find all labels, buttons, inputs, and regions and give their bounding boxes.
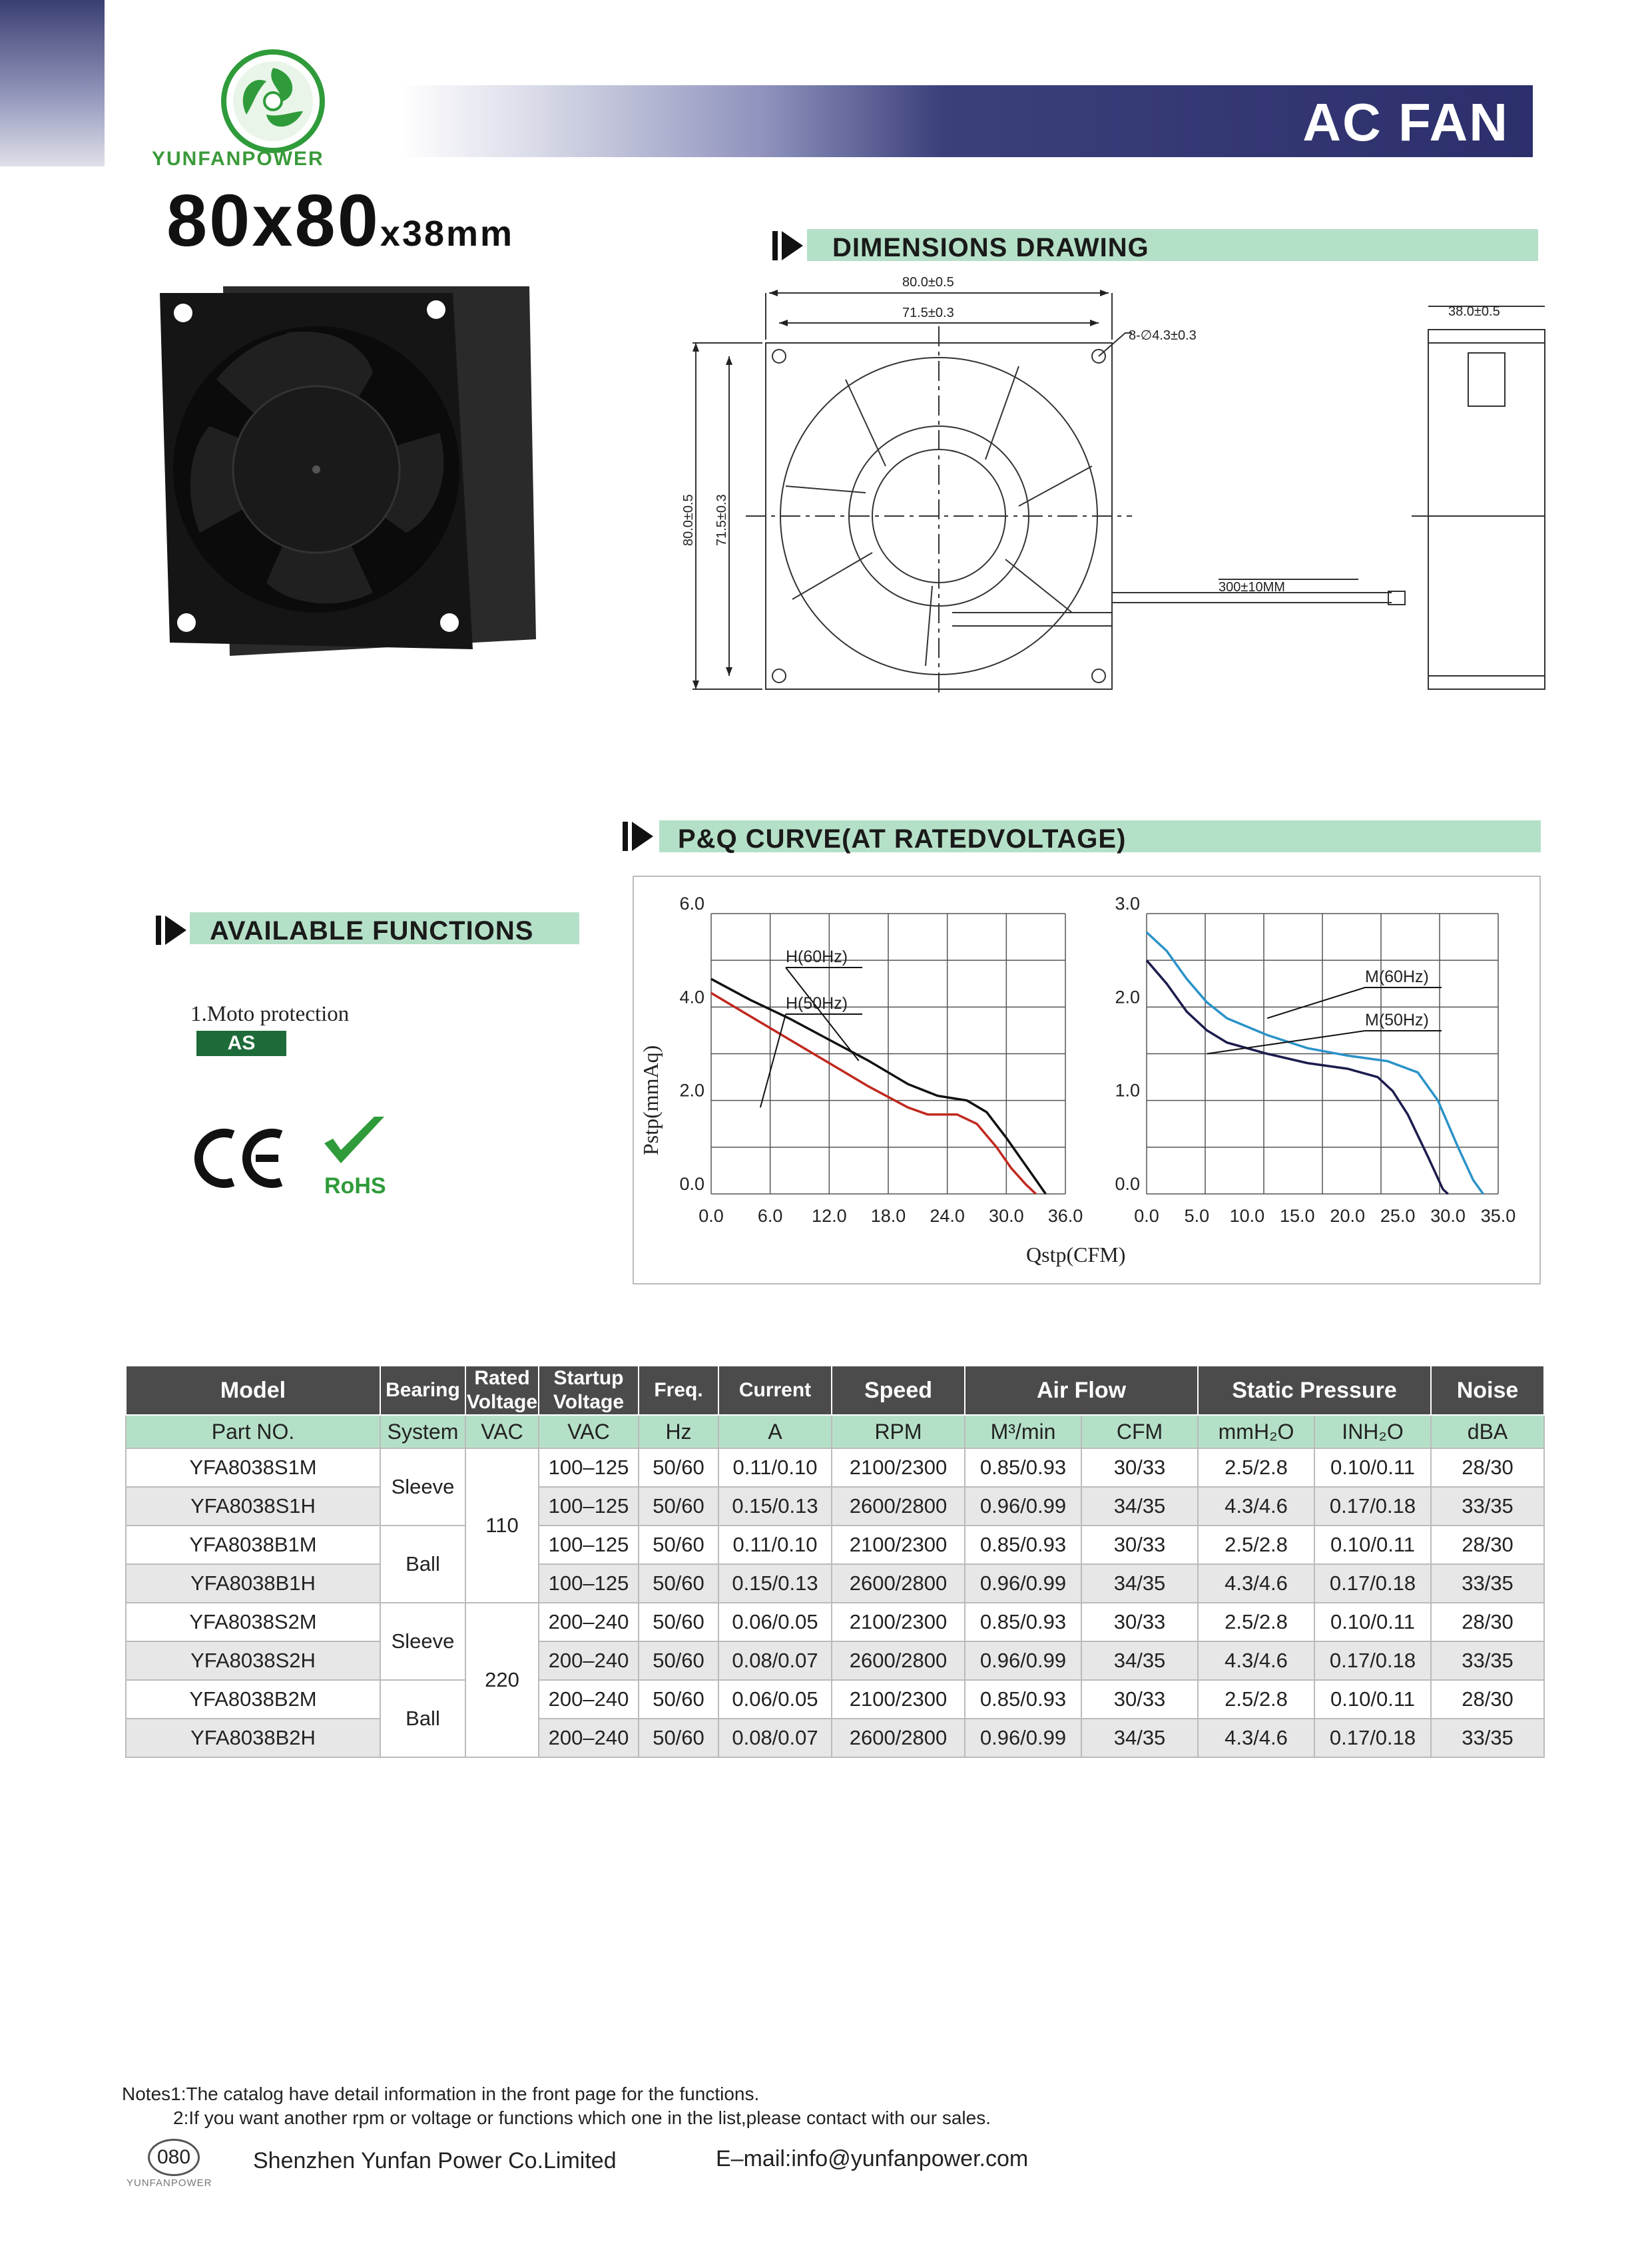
cell-cfm: 30/33	[1081, 1448, 1198, 1487]
cell-startup: 100–125	[539, 1564, 639, 1603]
y-tick-label: 3.0	[1115, 894, 1140, 914]
cell-model: YFA8038S1H	[126, 1487, 380, 1526]
y-tick-label: 6.0	[679, 894, 704, 914]
x-tick-label: 35.0	[1480, 1206, 1516, 1226]
unit-vac-rated: VAC	[465, 1415, 539, 1448]
cell-mmh2o: 2.5/2.8	[1198, 1680, 1314, 1719]
rohs-check-icon	[321, 1113, 388, 1167]
cell-bearing: Sleeve	[380, 1603, 465, 1680]
cell-model: YFA8038B1H	[126, 1564, 380, 1603]
cell-mmh2o: 4.3/4.6	[1198, 1487, 1314, 1526]
cell-model: YFA8038S2H	[126, 1641, 380, 1680]
pq-curve-chart	[633, 876, 1541, 1284]
size-depth: x38mm	[380, 214, 515, 254]
cell-noise: 33/35	[1431, 1487, 1544, 1526]
cell-speed: 2600/2800	[832, 1487, 965, 1526]
cell-cfm: 34/35	[1081, 1487, 1198, 1526]
x-tick-label: 6.0	[757, 1206, 783, 1226]
x-tick-label: 25.0	[1380, 1206, 1416, 1226]
x-tick-label: 0.0	[1134, 1206, 1159, 1226]
table-row	[126, 1526, 1544, 1564]
cell-mmh2o: 4.3/4.6	[1198, 1641, 1314, 1680]
series-label: M(50Hz)	[1365, 1011, 1429, 1029]
th-rated-line1: Rated	[474, 1367, 530, 1389]
cell-inh2o: 0.17/0.18	[1314, 1487, 1431, 1526]
cell-freq: 50/60	[639, 1603, 718, 1641]
y-tick-label: 2.0	[1115, 987, 1140, 1007]
x-tick-label: 10.0	[1229, 1206, 1265, 1226]
table-units-row	[126, 1415, 1544, 1448]
ce-mark-icon	[194, 1127, 288, 1190]
cell-m3min: 0.85/0.93	[965, 1680, 1081, 1719]
cell-mmh2o: 4.3/4.6	[1198, 1719, 1314, 1757]
cell-freq: 50/60	[639, 1719, 718, 1757]
cell-cfm: 34/35	[1081, 1564, 1198, 1603]
cell-model: YFA8038B2M	[126, 1680, 380, 1719]
series-label: M(60Hz)	[1365, 968, 1429, 986]
rohs-label: RoHS	[324, 1173, 386, 1199]
note-line-2: 2:If you want another rpm or voltage or functions which one in the list,please contact with our sales.	[173, 2107, 991, 2128]
cell-noise: 33/35	[1431, 1719, 1544, 1757]
x-tick-label: 30.0	[989, 1206, 1024, 1226]
notes	[122, 2082, 991, 2130]
cell-current: 0.08/0.07	[718, 1719, 832, 1757]
cell-rated-voltage: 110	[465, 1448, 539, 1603]
y-tick-label: 0.0	[679, 1174, 704, 1194]
dim-depth: 38.0±0.5	[1448, 304, 1500, 319]
dim-height-hole: 71.5±0.3	[714, 494, 729, 546]
pq-section-header	[659, 820, 1541, 852]
section-marker-icon	[623, 822, 653, 851]
dimensions-drawing	[673, 266, 1551, 706]
cell-inh2o: 0.17/0.18	[1314, 1641, 1431, 1680]
unit-hz: Hz	[639, 1415, 718, 1448]
cell-speed: 2600/2800	[832, 1641, 965, 1680]
th-freq: Freq.	[639, 1366, 718, 1415]
x-tick-label: 5.0	[1184, 1206, 1210, 1226]
x-tick-label: 15.0	[1280, 1206, 1315, 1226]
cell-freq: 50/60	[639, 1526, 718, 1564]
spec-table	[125, 1365, 1545, 1758]
cell-freq: 50/60	[639, 1680, 718, 1719]
table-row	[126, 1564, 1544, 1603]
x-tick-label: 18.0	[870, 1206, 906, 1226]
cell-startup: 100–125	[539, 1526, 639, 1564]
th-airflow: Air Flow	[965, 1366, 1198, 1415]
th-startup-voltage	[539, 1366, 639, 1415]
y-tick-label: 2.0	[679, 1080, 704, 1101]
cell-inh2o: 0.10/0.11	[1314, 1526, 1431, 1564]
cell-speed: 2100/2300	[832, 1680, 965, 1719]
cell-noise: 28/30	[1431, 1603, 1544, 1641]
cell-current: 0.06/0.05	[718, 1603, 832, 1641]
th-startup-line1: Startup	[553, 1367, 624, 1389]
cell-inh2o: 0.10/0.11	[1314, 1603, 1431, 1641]
y-tick-label: 1.0	[1115, 1080, 1140, 1101]
functions-section-title: AVAILABLE FUNCTIONS	[210, 916, 534, 946]
dim-width-hole: 71.5±0.3	[902, 306, 954, 320]
th-rated-line2: Voltage	[466, 1391, 538, 1413]
unit-inh2o: INH₂O	[1314, 1415, 1431, 1448]
cell-rated-voltage: 220	[465, 1603, 539, 1757]
cell-m3min: 0.96/0.99	[965, 1487, 1081, 1526]
cell-freq: 50/60	[639, 1487, 718, 1526]
cell-model: YFA8038B1M	[126, 1526, 380, 1564]
page-brand: YUNFANPOWER	[127, 2177, 212, 2189]
unit-dba: dBA	[1431, 1415, 1544, 1448]
unit-rpm: RPM	[832, 1415, 965, 1448]
functions-section-header	[190, 912, 579, 944]
unit-mmh2o: mmH₂O	[1198, 1415, 1314, 1448]
section-marker-icon	[156, 916, 186, 945]
cell-m3min: 0.96/0.99	[965, 1564, 1081, 1603]
cell-cfm: 30/33	[1081, 1680, 1198, 1719]
cell-cfm: 30/33	[1081, 1526, 1198, 1564]
cell-model: YFA8038S2M	[126, 1603, 380, 1641]
x-tick-label: 24.0	[930, 1206, 965, 1226]
function-item-moto-protection: 1.Moto protection	[190, 1002, 350, 1026]
cell-speed: 2600/2800	[832, 1564, 965, 1603]
dim-holes: 8-∅4.3±0.3	[1129, 328, 1197, 343]
series-label: H(60Hz)	[786, 948, 848, 966]
cell-current: 0.11/0.10	[718, 1448, 832, 1487]
logo-icon	[220, 48, 326, 154]
cell-bearing: Ball	[380, 1526, 465, 1603]
unit-vac-startup: VAC	[539, 1415, 639, 1448]
cell-noise: 33/35	[1431, 1564, 1544, 1603]
corner-accent	[0, 0, 105, 166]
unit-a: A	[718, 1415, 832, 1448]
table-row	[126, 1448, 1544, 1487]
dimensions-section-title: DIMENSIONS DRAWING	[832, 233, 1149, 262]
table-row	[126, 1719, 1544, 1757]
table-row	[126, 1487, 1544, 1526]
cell-startup: 100–125	[539, 1448, 639, 1487]
cell-m3min: 0.85/0.93	[965, 1603, 1081, 1641]
contact-email: E–mail:info@yunfanpower.com	[716, 2146, 1029, 2171]
cell-noise: 28/30	[1431, 1448, 1544, 1487]
product-size-title	[166, 178, 514, 263]
note-line-1: Notes1:The catalog have detail information in the front page for the functions.	[122, 2084, 760, 2104]
y-tick-label: 0.0	[1115, 1174, 1140, 1194]
dimensions-section-header	[807, 229, 1538, 261]
th-startup-line2: Voltage	[553, 1391, 625, 1413]
chart-y-label: Pstp(mmAq)	[639, 1045, 663, 1155]
category-title: AC FAN	[1302, 93, 1509, 152]
table-row	[126, 1603, 1544, 1641]
th-bearing: Bearing	[380, 1366, 465, 1415]
cell-current: 0.15/0.13	[718, 1487, 832, 1526]
cell-inh2o: 0.17/0.18	[1314, 1719, 1431, 1757]
cell-freq: 50/60	[639, 1641, 718, 1680]
cell-speed: 2100/2300	[832, 1603, 965, 1641]
cell-mmh2o: 2.5/2.8	[1198, 1526, 1314, 1564]
cell-startup: 100–125	[539, 1487, 639, 1526]
th-static-pressure: Static Pressure	[1198, 1366, 1431, 1415]
x-tick-label: 20.0	[1330, 1206, 1365, 1226]
company-name: Shenzhen Yunfan Power Co.Limited	[253, 2148, 617, 2173]
cell-cfm: 34/35	[1081, 1719, 1198, 1757]
unit-part: Part NO.	[126, 1415, 380, 1448]
table-row	[126, 1680, 1544, 1719]
cell-speed: 2100/2300	[832, 1526, 965, 1564]
cell-inh2o: 0.10/0.11	[1314, 1448, 1431, 1487]
cell-bearing: Sleeve	[380, 1448, 465, 1526]
cell-noise: 28/30	[1431, 1680, 1544, 1719]
cell-noise: 28/30	[1431, 1526, 1544, 1564]
th-noise: Noise	[1431, 1366, 1544, 1415]
x-tick-label: 0.0	[698, 1206, 724, 1226]
cell-model: YFA8038B2H	[126, 1719, 380, 1757]
cell-cfm: 34/35	[1081, 1641, 1198, 1680]
cell-current: 0.06/0.05	[718, 1680, 832, 1719]
cell-m3min: 0.85/0.93	[965, 1526, 1081, 1564]
cell-m3min: 0.96/0.99	[965, 1641, 1081, 1680]
th-current: Current	[718, 1366, 832, 1415]
dim-height-outer: 80.0±0.5	[681, 494, 696, 546]
cell-model: YFA8038S1M	[126, 1448, 380, 1487]
cell-mmh2o: 2.5/2.8	[1198, 1603, 1314, 1641]
unit-cfm: CFM	[1081, 1415, 1198, 1448]
th-speed: Speed	[832, 1366, 965, 1415]
cell-cfm: 30/33	[1081, 1603, 1198, 1641]
y-tick-label: 4.0	[679, 987, 704, 1007]
cell-speed: 2600/2800	[832, 1719, 965, 1757]
x-tick-label: 30.0	[1430, 1206, 1466, 1226]
pq-section-title: P&Q CURVE(AT RATEDVOLTAGE)	[678, 824, 1127, 854]
cell-current: 0.11/0.10	[718, 1526, 832, 1564]
cell-current: 0.08/0.07	[718, 1641, 832, 1680]
cell-m3min: 0.96/0.99	[965, 1719, 1081, 1757]
cell-bearing: Ball	[380, 1680, 465, 1757]
unit-m3min: M³/min	[965, 1415, 1081, 1448]
cell-mmh2o: 4.3/4.6	[1198, 1564, 1314, 1603]
cell-startup: 200–240	[539, 1641, 639, 1680]
table-row	[126, 1641, 1544, 1680]
brand-name: YUNFANPOWER	[152, 148, 324, 170]
th-rated-voltage	[465, 1366, 539, 1415]
cell-noise: 33/35	[1431, 1641, 1544, 1680]
cell-current: 0.15/0.13	[718, 1564, 832, 1603]
cell-freq: 50/60	[639, 1564, 718, 1603]
th-model: Model	[126, 1366, 380, 1415]
x-tick-label: 12.0	[812, 1206, 847, 1226]
cell-mmh2o: 2.5/2.8	[1198, 1448, 1314, 1487]
page-number: 080	[148, 2139, 200, 2176]
cell-m3min: 0.85/0.93	[965, 1448, 1081, 1487]
cell-inh2o: 0.17/0.18	[1314, 1564, 1431, 1603]
dim-lead: 300±10MM	[1219, 580, 1285, 595]
function-badge-as: AS	[196, 1031, 286, 1056]
fan-product-image	[153, 273, 553, 673]
table-header-row	[126, 1366, 1544, 1415]
series-label: H(50Hz)	[786, 994, 848, 1013]
cell-startup: 200–240	[539, 1719, 639, 1757]
cell-startup: 200–240	[539, 1680, 639, 1719]
cell-freq: 50/60	[639, 1448, 718, 1487]
section-marker-icon	[772, 231, 803, 260]
cell-inh2o: 0.10/0.11	[1314, 1680, 1431, 1719]
x-tick-label: 36.0	[1047, 1206, 1083, 1226]
cell-speed: 2100/2300	[832, 1448, 965, 1487]
unit-system: System	[380, 1415, 465, 1448]
size-main: 80x80	[166, 180, 380, 262]
cell-startup: 200–240	[539, 1603, 639, 1641]
dim-width-outer: 80.0±0.5	[902, 275, 954, 290]
chart-x-label: Qstp(CFM)	[1026, 1243, 1126, 1266]
